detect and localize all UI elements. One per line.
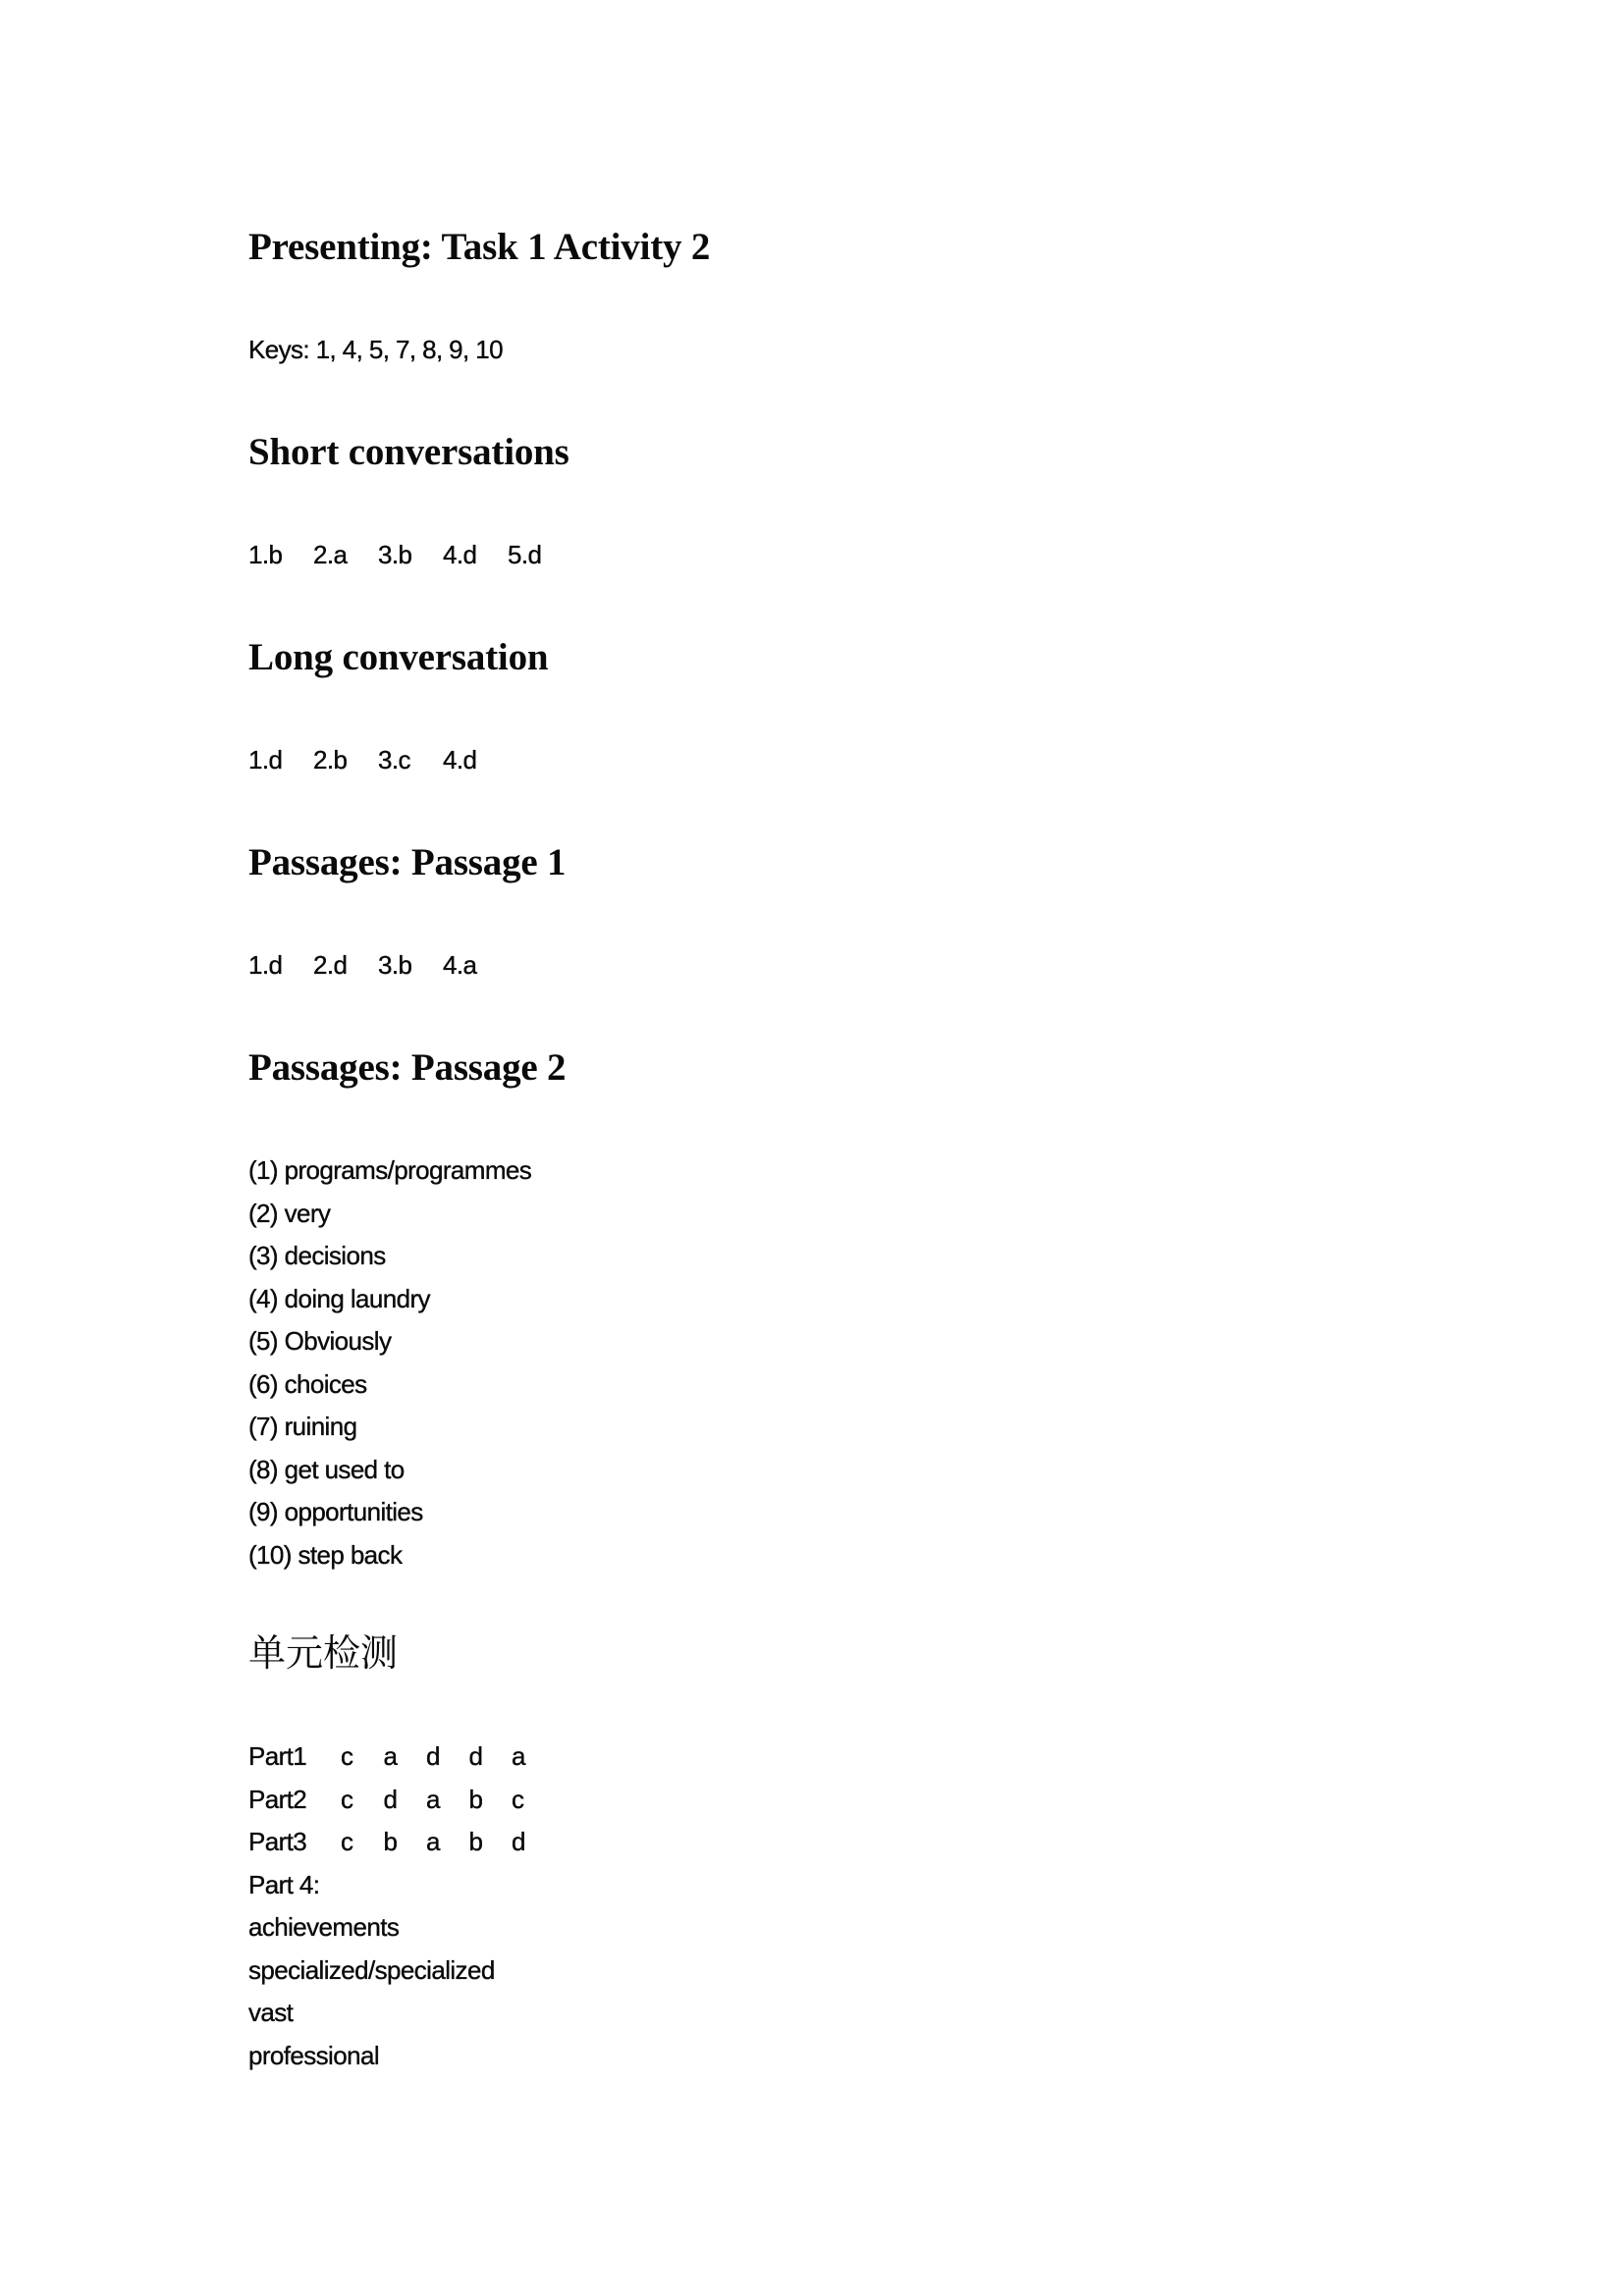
answer: 2.b [313,745,348,774]
answer: b [468,1784,483,1814]
passage-2-item: (1) programs/programmes [248,1155,532,1185]
passage-2-item: (2) very [248,1198,331,1228]
part4-word: achievements [248,1912,400,1942]
answer: c [341,1784,353,1814]
answer: 5.d [508,540,542,569]
part4-label: Part 4: [248,1869,320,1899]
answer: 3.b [378,540,412,569]
passage-2-item: (10) step back [248,1539,403,1570]
part2-row [248,1784,555,1814]
long-conversation-answers [248,747,476,773]
answer: 3.b [378,950,412,980]
heading-unit-test: 单元检测 [248,1631,399,1675]
answer: d [426,1741,440,1771]
answer: 3.c [378,745,410,774]
answer: 2.a [313,540,348,569]
part4-word: vast [248,1998,294,2027]
part-label: Part3 [248,1827,307,1856]
passage-2-item: (3) decisions [248,1241,386,1270]
answer: 2.d [313,950,348,980]
answer: d [383,1784,398,1814]
answer: 4.d [443,540,477,569]
part-label: Part1 [248,1741,307,1771]
part-label: Part2 [248,1784,307,1814]
part3-row [248,1829,555,1854]
answer: a [426,1827,440,1856]
answer: b [383,1827,398,1856]
answer: a [426,1784,440,1814]
passage-2-item: (9) opportunities [248,1497,423,1526]
heading-presenting: Presenting: Task 1 Activity 2 [248,226,711,268]
answer: d [468,1741,483,1771]
answer: c [341,1741,353,1771]
answer: b [468,1827,483,1856]
heading-passage-1: Passages: Passage 1 [248,841,567,883]
keys-line: Keys: 1, 4, 5, 7, 8, 9, 10 [248,335,504,364]
answer: c [512,1784,524,1814]
part4-word: professional [248,2040,379,2070]
passage-1-answers [248,952,476,978]
answer: d [512,1827,525,1856]
heading-passage-2: Passages: Passage 2 [248,1046,567,1089]
answer: a [512,1741,525,1771]
short-conversations-answers [248,542,541,567]
answer: 1.d [248,745,283,774]
passage-2-item: (6) choices [248,1368,367,1399]
answer: 1.d [248,950,283,980]
heading-short-conversations: Short conversations [248,431,569,473]
passage-2-item: (8) get used to [248,1454,405,1484]
part1-row [248,1743,555,1769]
passage-2-item: (4) doing laundry [248,1283,430,1313]
heading-long-conversation: Long conversation [248,636,549,678]
answer: a [383,1741,398,1771]
answer: 4.a [443,950,477,980]
answer: 1.b [248,540,283,569]
passage-2-item: (7) ruining [248,1412,357,1441]
answer: 4.d [443,745,477,774]
part4-word: specialized/specialized [248,1954,495,1985]
answer: c [341,1827,353,1856]
passage-2-item: (5) Obviously [248,1326,392,1356]
